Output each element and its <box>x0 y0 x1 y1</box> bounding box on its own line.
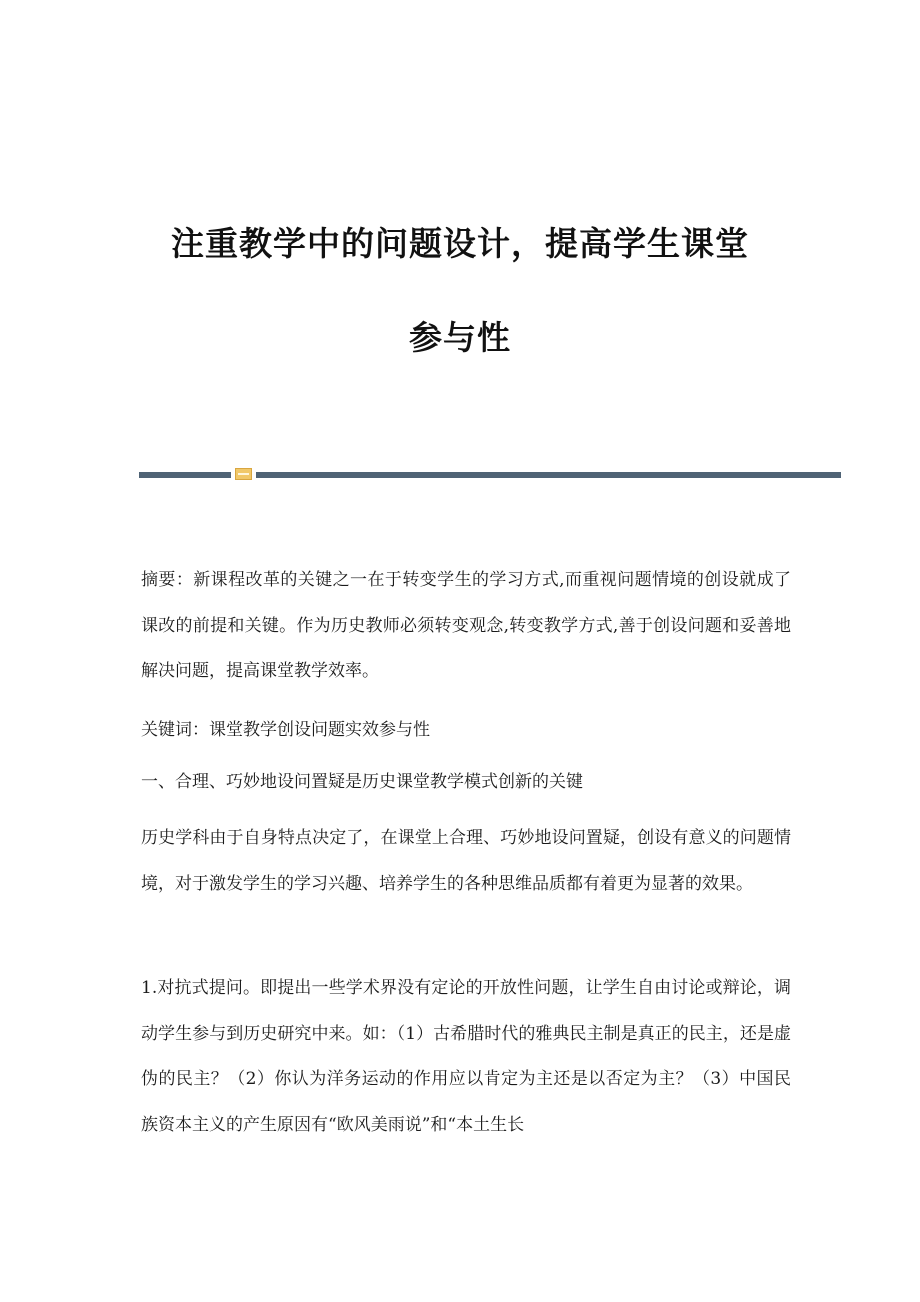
divider-bar-right <box>256 472 841 478</box>
body-paragraph: 1.对抗式提问。即提出一些学术界没有定论的开放性问题，让学生自由讨论或辩论，调动学生参与到历史研究中来。如：（1）古希腊时代的雅典民主制是真正的民主，还是虚伪的民主？（2）你认为洋务运动的作用应以肯定为主还是以否定为主？（3）中国民族资本主义的产生原因有“欧风美雨说”和“本土生长 <box>141 978 791 1135</box>
decorative-divider <box>139 466 841 482</box>
document-title-line-1: 注重教学中的问题设计，提高学生课堂 <box>171 224 749 263</box>
divider-emblem-icon <box>235 468 252 480</box>
body-paragraph: 历史学科由于自身特点决定了，在课堂上合理、巧妙地设问置疑，创设有意义的问题情境，对于激发学生的学习兴趣、培养学生的各种思维品质都有着更为显著的效果。 <box>141 828 791 894</box>
abstract-paragraph: 摘要：新课程改革的关键之一在于转变学生的学习方式,而重视问题情境的创设就成了课改的前提和关键。作为历史教师必须转变观念,转变教学方式,善于创设问题和妥善地解决问题，提高课堂教学效率。 <box>141 570 791 681</box>
keywords-line: 关键词：课堂教学创设问题实效参与性 <box>141 720 430 740</box>
document-title-line-2: 参与性 <box>409 318 511 357</box>
section-heading: 一、合理、巧妙地设问置疑是历史课堂教学模式创新的关键 <box>141 772 583 792</box>
divider-bar-left <box>139 472 231 478</box>
